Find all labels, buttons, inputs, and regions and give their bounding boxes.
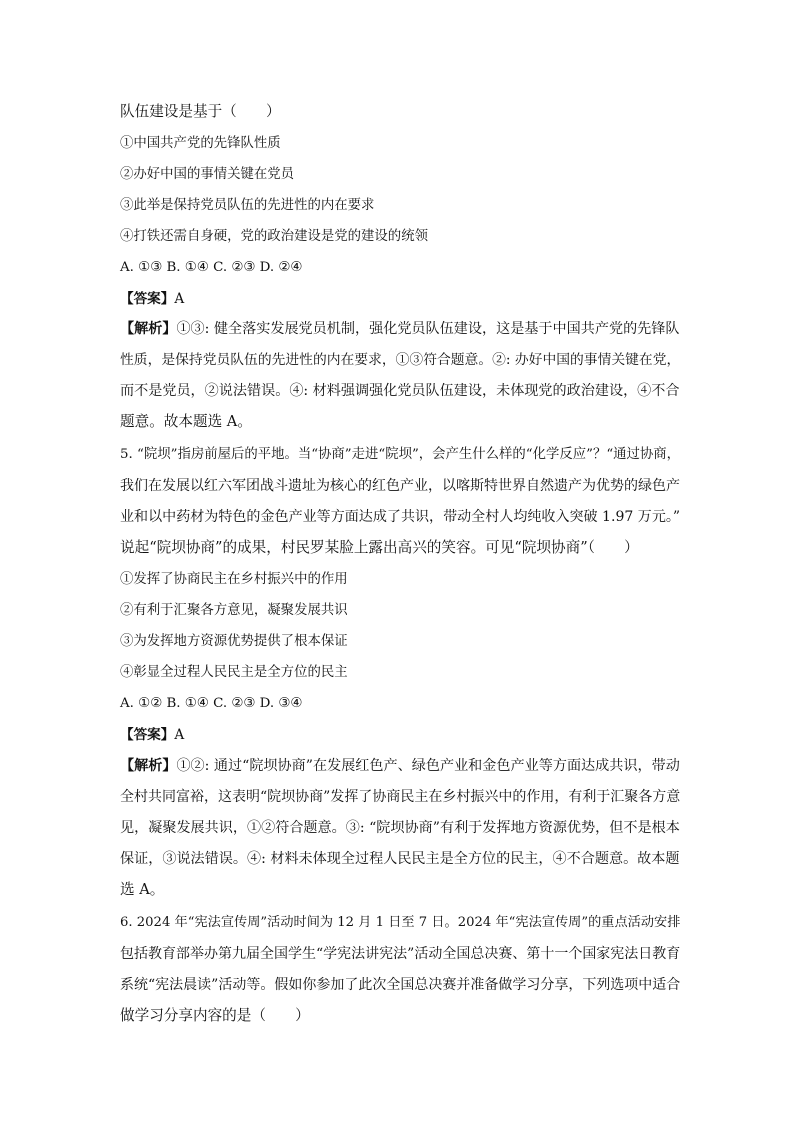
- q5-stem-line-3: 业和以中药材为特色的金色产业等方面达成了共识，带动全村人均纯收入突破 1.97 万元。”: [120, 509, 681, 525]
- q5-analysis-line-1: [120, 757, 680, 775]
- answer-tag: 【答案】: [120, 727, 175, 743]
- q4-analysis-line-1: [120, 320, 680, 338]
- q5-option-4: ④彰显全过程人民民主是全方位的民主: [120, 665, 348, 680]
- q6-stem-line-4: 做学习分享内容的是（ ）: [120, 1007, 310, 1024]
- q5-choices: A. ①② B. ①④ C. ②③ D. ③④: [120, 696, 303, 711]
- q5-analysis-line-3: 见，凝聚发展共识，①②符合题意。③: “院坝协商”有利于发挥地方资源优势，但不是根本: [120, 820, 680, 836]
- q4-analysis-line-2: 性质，是保持党员队伍的先进性的内在要求，①③符合题意。②: 办好中国的事情关键在党，: [120, 352, 681, 368]
- q4-choices: A. ①③ B. ①④ C. ②③ D. ②④: [120, 260, 303, 275]
- answer-value: A: [174, 727, 185, 743]
- q5-analysis-line-4: 保证，③说法错误。④: 材料未体现全过程人民民主是全方位的民主，④不合题意。故本题: [120, 851, 680, 867]
- analysis-tag: 【解析】: [120, 758, 177, 774]
- q4-option-4: ④打铁还需自身硬，党的政治建设是党的建设的统领: [120, 229, 428, 244]
- q5-stem-line-4: 说起“院坝协商”的成果，村民罗某脸上露出高兴的笑容。可见“院坝协商”（ ）: [120, 539, 639, 556]
- q6-stem-line-3: 系统“宪法晨读”活动等。假如你参加了此次全国总决赛并准备做学习分享，下列选项中适合: [120, 977, 681, 993]
- answer-tag: 【答案】: [120, 291, 175, 307]
- q4-answer: [120, 290, 184, 308]
- q5-analysis-line-5: 选 A。: [120, 881, 165, 898]
- q5-stem-line-1: 5. “院坝”指房前屋后的平地。当“协商”走进“院坝”，会产生什么样的“化学反应”？“通过协商，: [120, 447, 681, 462]
- analysis-text: ①③: 健全落实发展党员机制，强化党员队伍建设，这是基于中国共产党的先锋队: [176, 321, 680, 337]
- q5-option-1: ①发挥了协商民主在乡村振兴中的作用: [120, 572, 348, 587]
- answer-value: A: [174, 291, 185, 307]
- q4-option-1: ①中国共产党的先锋队性质: [120, 136, 281, 151]
- q6-stem-line-2: 包括教育部举办第九届全国学生“学宪法讲宪法”活动全国总决赛、第十一个国家宪法日教育: [120, 946, 681, 962]
- q5-stem-line-2: 我们在发展以红六军团战斗遗址为核心的红色产业，以喀斯特世界自然遗产为优势的绿色产: [120, 478, 680, 494]
- q4-analysis-line-4: 题意。故本题选 A。: [120, 413, 252, 430]
- q4-stem-end: 队伍建设是基于（ ）: [120, 103, 281, 120]
- q5-analysis-line-2: 全村共同富裕，这表明“院坝协商”发挥了协商民主在乡村振兴中的作用，有利于汇聚各方意: [120, 789, 681, 805]
- analysis-tag: 【解析】: [120, 321, 177, 337]
- analysis-text: ①②: 通过“院坝协商”在发展红色产、绿色产业和金色产业等方面达成共识，带动: [176, 758, 680, 774]
- q4-analysis-line-3: 而不是党员，②说法错误。④: 材料强调强化党员队伍建设，未体现党的政治建设，④不合: [120, 383, 680, 399]
- q4-option-3: ③此举是保持党员队伍的先进性的内在要求: [120, 198, 375, 213]
- q5-answer: [120, 726, 184, 744]
- q4-option-2: ②办好中国的事情关键在党员: [120, 167, 295, 182]
- q5-option-2: ②有利于汇聚各方意见，凝聚发展共识: [120, 603, 348, 618]
- q6-stem-line-1: 6. 2024 年“宪法宣传周”活动时间为 12 月 1 日至 7 日。2024 年“宪法宣传周”的重点活动安排: [120, 915, 681, 930]
- q5-option-3: ③为发挥地方资源优势提供了根本保证: [120, 634, 348, 649]
